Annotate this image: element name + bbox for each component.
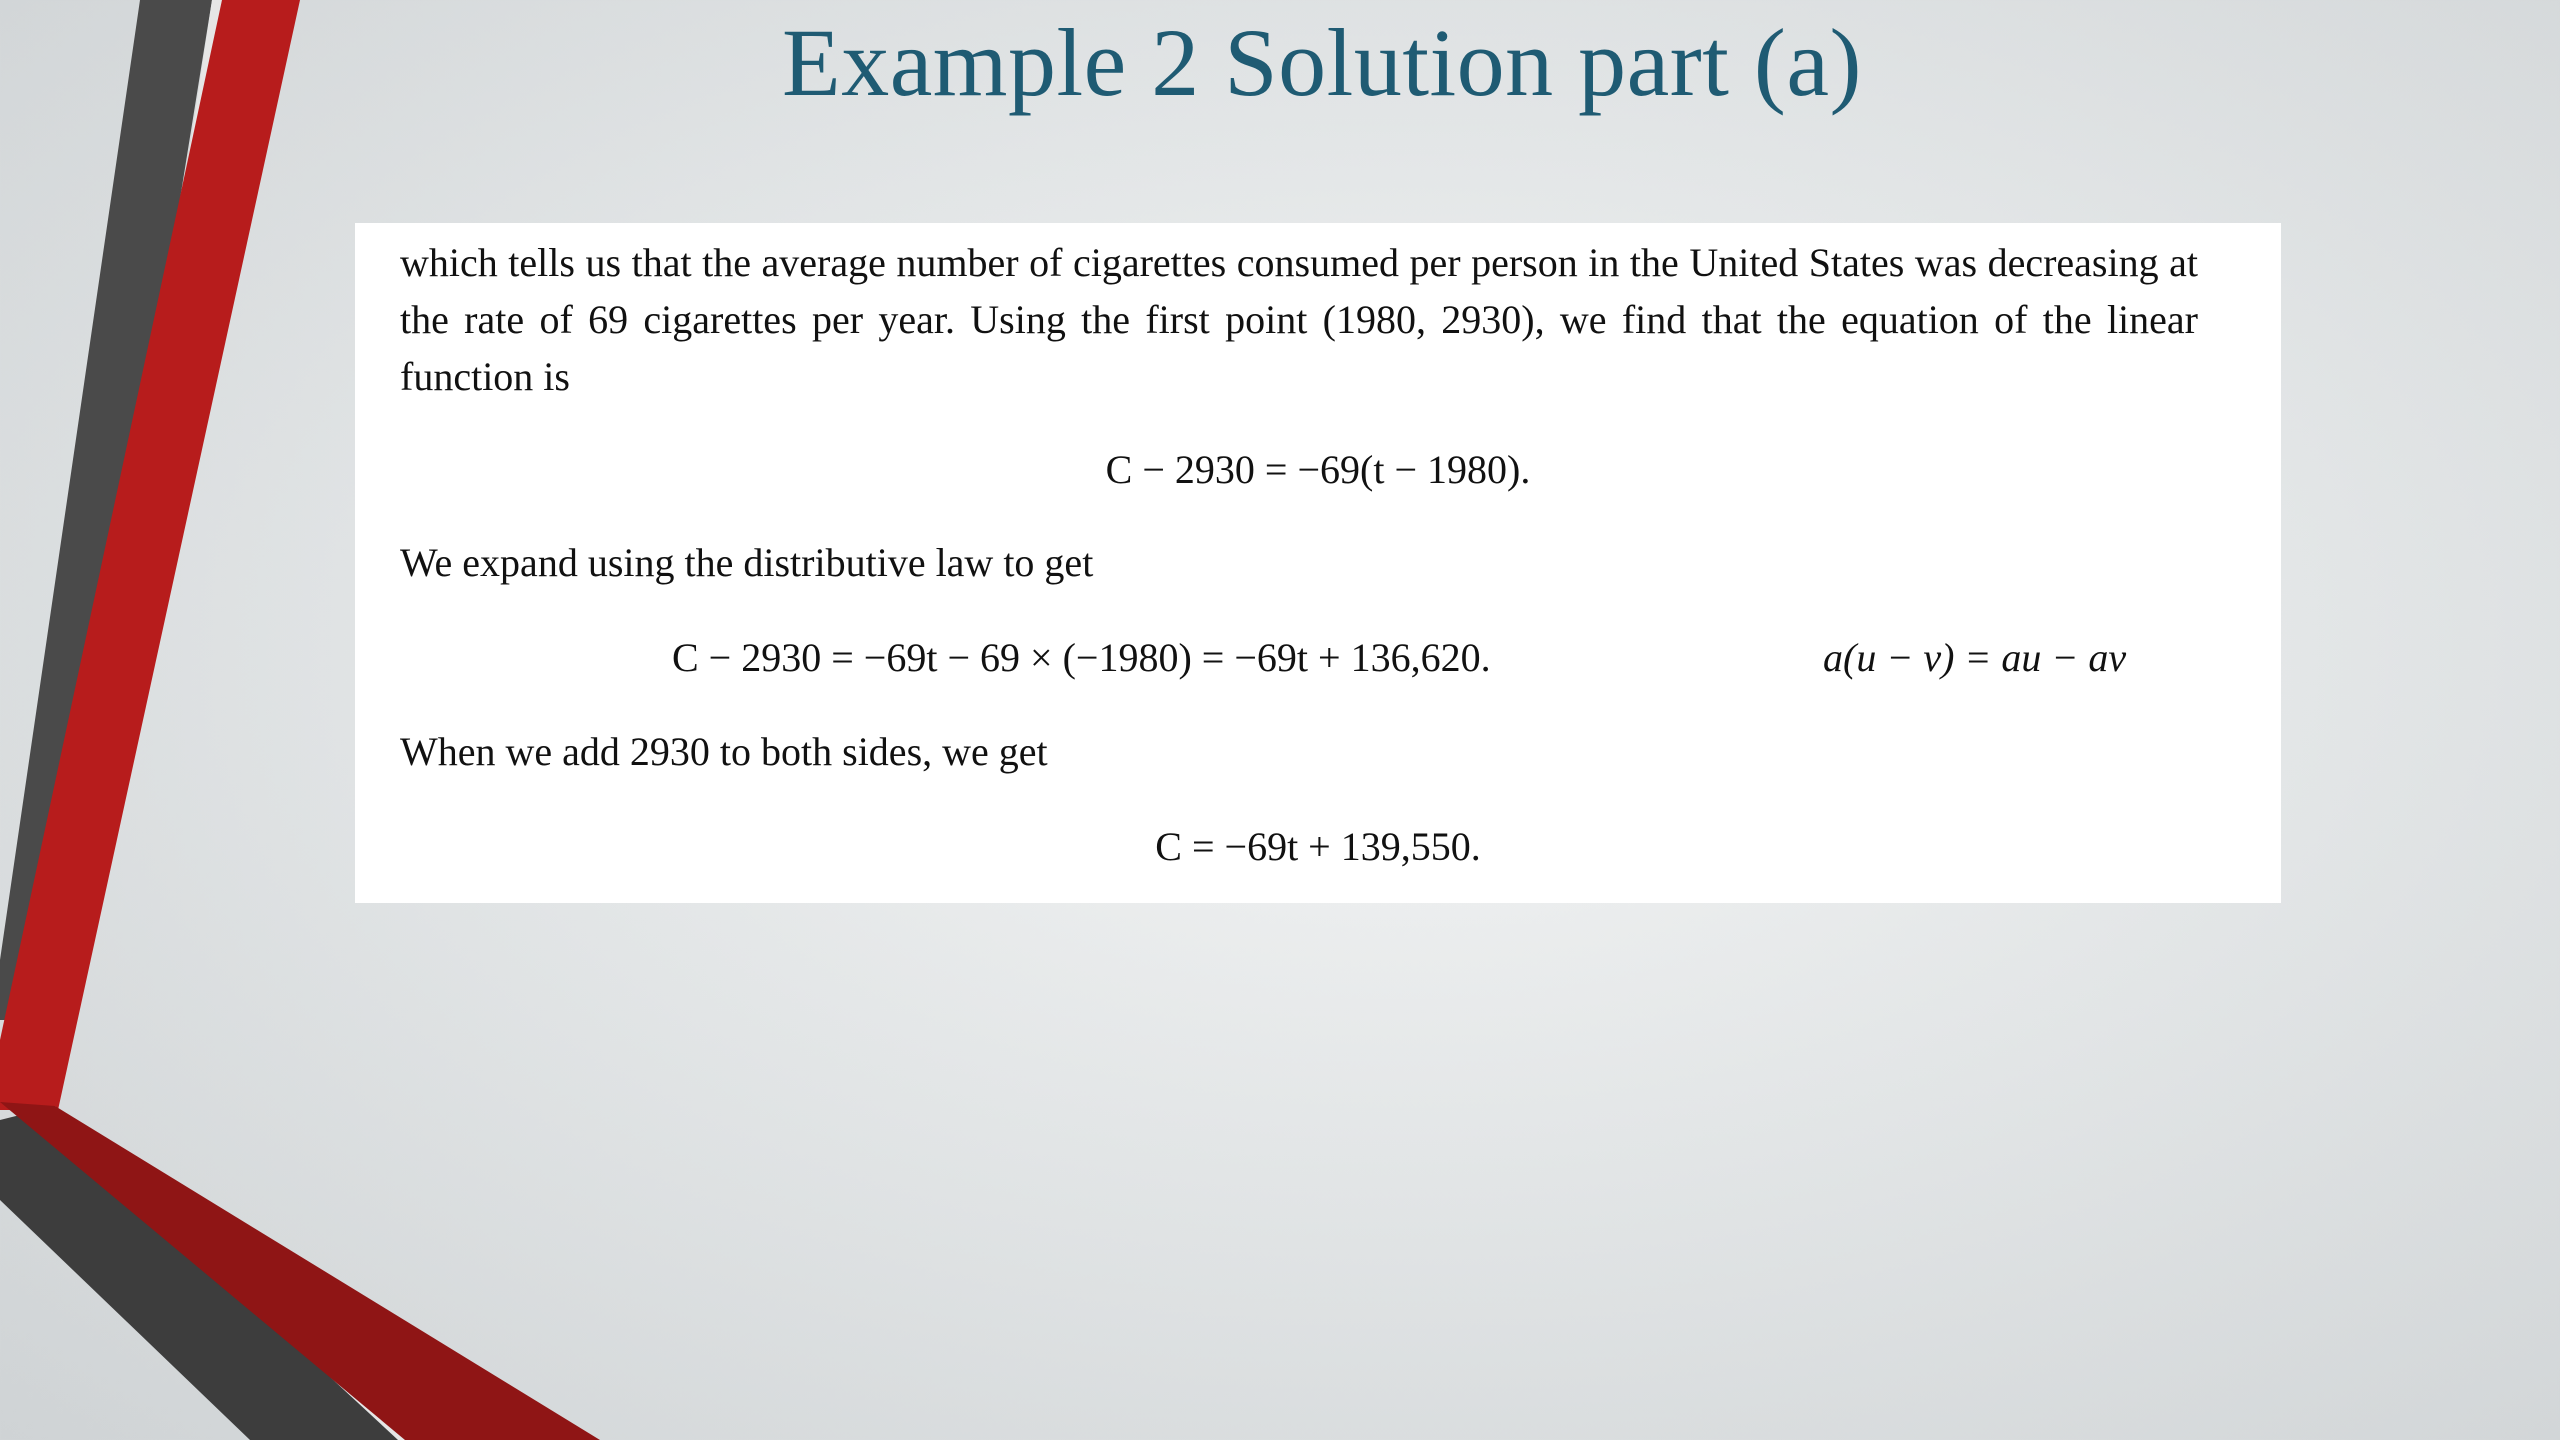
equation-point-slope: C − 2930 = −69(t − 1980). bbox=[1105, 447, 1531, 492]
paragraph-expand: We expand using the distributive law to get bbox=[400, 540, 1094, 585]
equation-distributive-law-note: a(u − v) = au − av bbox=[1823, 635, 2127, 680]
paragraph-add-both-sides: When we add 2930 to both sides, we get bbox=[400, 729, 1048, 774]
solution-content-box bbox=[355, 223, 2281, 903]
slide-title: Example 2 Solution part (a) bbox=[782, 9, 1862, 116]
equation-expanded: C − 2930 = −69t − 69 × (−1980) = −69t + 136,620. bbox=[672, 635, 1491, 680]
paragraph-rate-explanation: which tells us that the average number of cigarettes consumed per person in the United States was decreasing at the rate of 69 cigarettes per year. Using the first point (1980, 2930), we find that the equation of the linear function is bbox=[400, 240, 2198, 399]
bottom-dark-stripe bbox=[0, 1110, 400, 1440]
equation-final: C = −69t + 139,550. bbox=[1155, 824, 1481, 869]
